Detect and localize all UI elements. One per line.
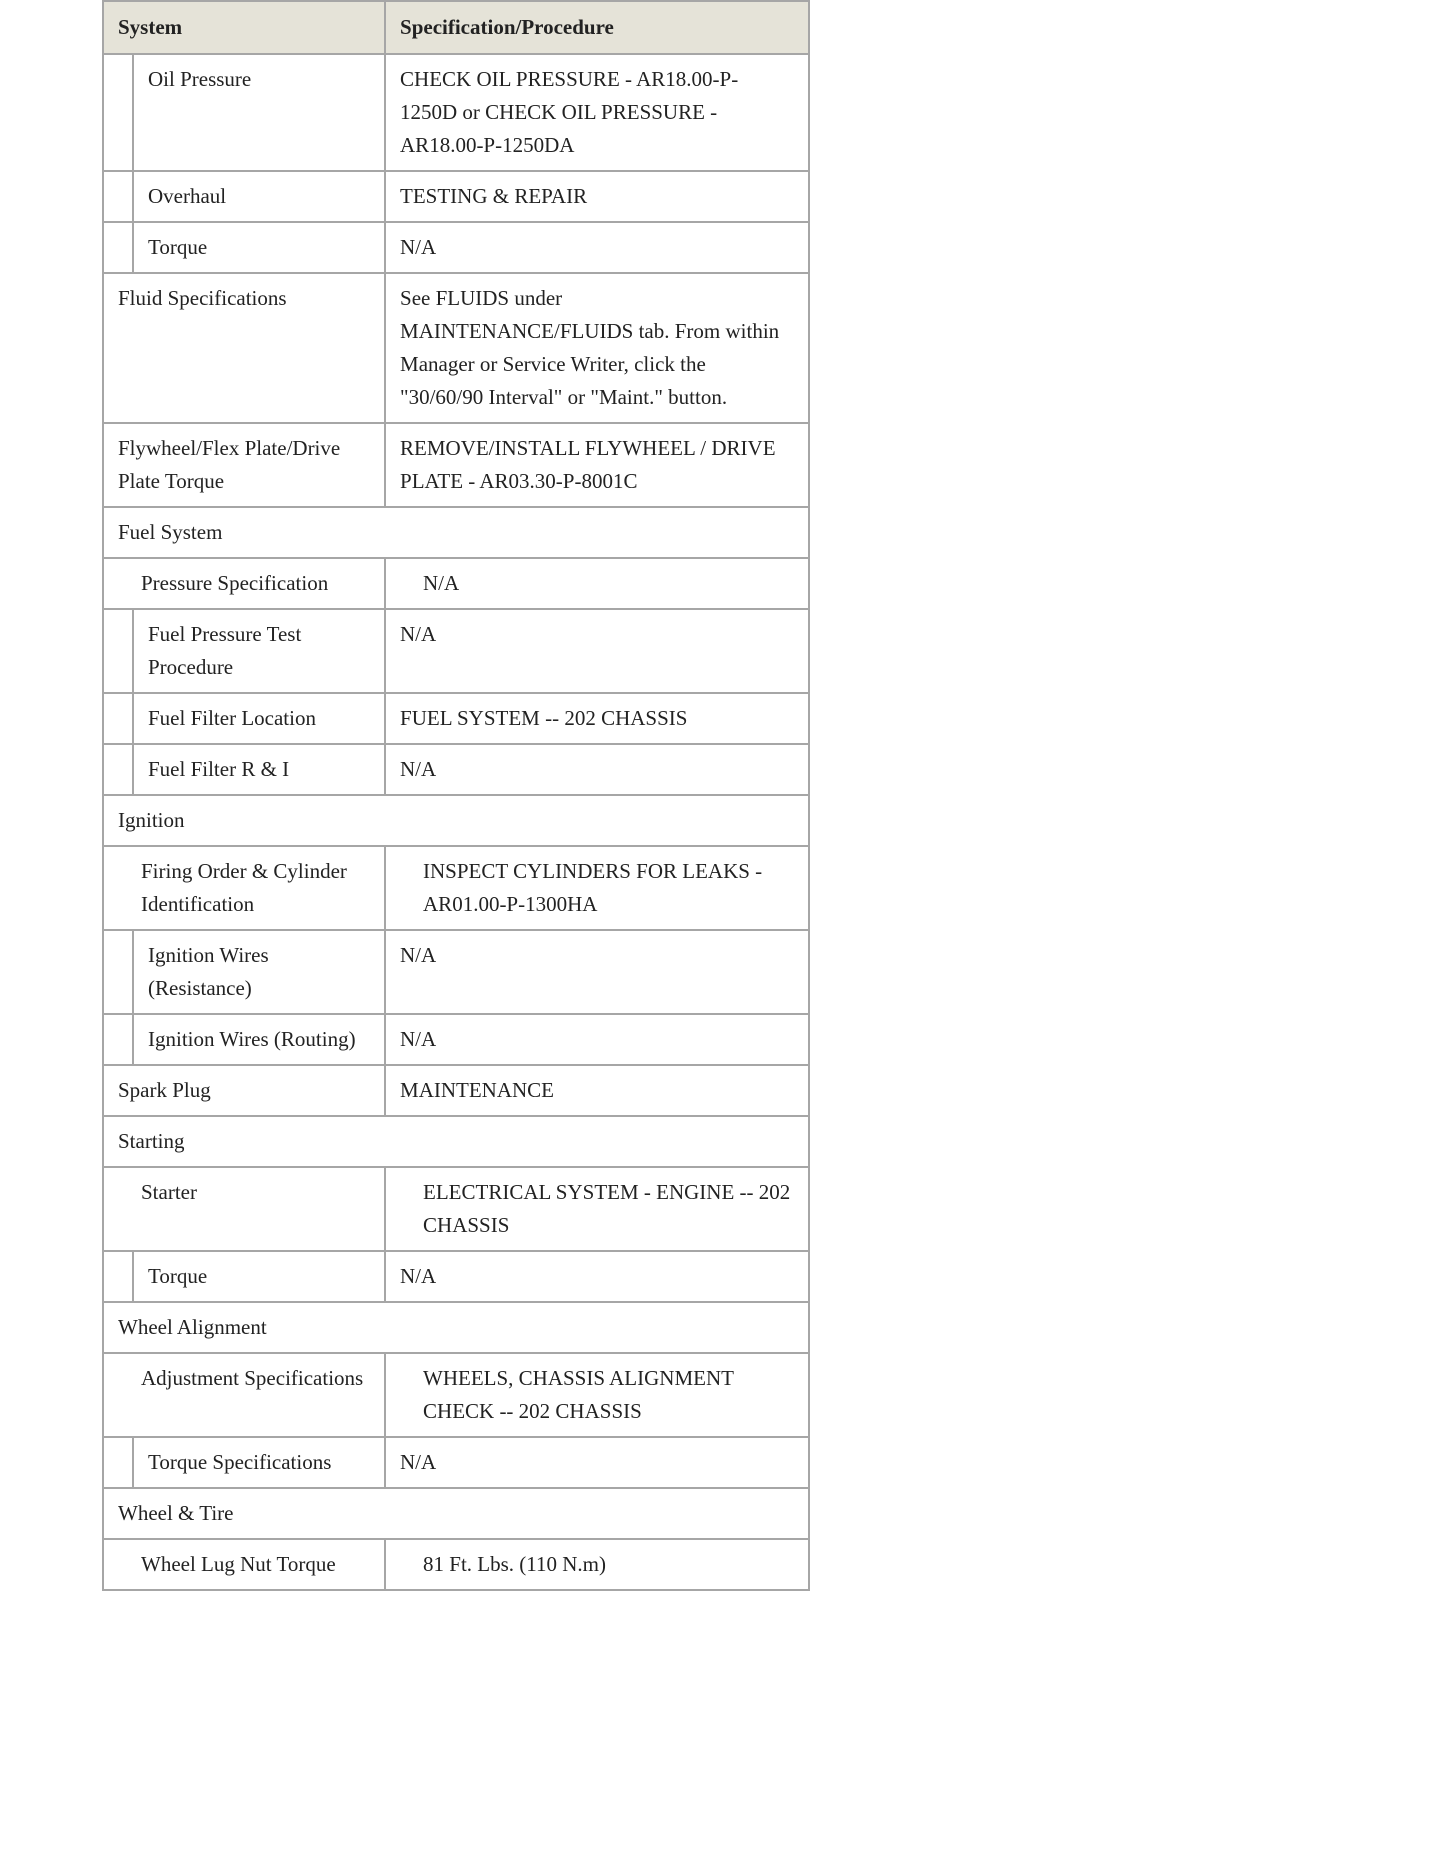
- system-cell: Torque: [133, 1251, 385, 1302]
- indent-cell: [103, 222, 133, 273]
- indent-cell: [103, 609, 133, 693]
- table-row: [103, 609, 809, 693]
- specification-cell: N/A: [385, 1251, 809, 1302]
- specification-cell: N/A: [385, 1437, 809, 1488]
- table-row: [103, 930, 809, 1014]
- system-cell: Ignition Wires (Routing): [133, 1014, 385, 1065]
- system-cell: Torque Specifications: [133, 1437, 385, 1488]
- table-row: [103, 1251, 809, 1302]
- specification-cell: CHECK OIL PRESSURE - AR18.00-P-1250D or CHECK OIL PRESSURE - AR18.00-P-1250DA: [385, 54, 809, 171]
- system-cell: Adjustment Specifications: [103, 1353, 385, 1437]
- section-heading: Ignition: [103, 795, 809, 846]
- section-row-ignition: [103, 795, 809, 846]
- indent-cell: [103, 744, 133, 795]
- table-row: [103, 1014, 809, 1065]
- specification-cell: See FLUIDS under MAINTENANCE/FLUIDS tab. From within Manager or Service Writer, click the "30/60/90 Interval" or "Maint." button.: [385, 273, 809, 423]
- system-cell: Fluid Specifications: [103, 273, 385, 423]
- specification-cell: REMOVE/INSTALL FLYWHEEL / DRIVE PLATE - AR03.30-P-8001C: [385, 423, 809, 507]
- system-cell: Torque: [133, 222, 385, 273]
- system-cell: Wheel Lug Nut Torque: [103, 1539, 385, 1590]
- system-cell: Overhaul: [133, 171, 385, 222]
- table-row: [103, 273, 809, 423]
- spec-table: [102, 0, 810, 1591]
- system-cell: Oil Pressure: [133, 54, 385, 171]
- indent-cell: [103, 54, 133, 171]
- system-cell: Fuel Filter Location: [133, 693, 385, 744]
- table-row: [103, 1437, 809, 1488]
- section-row-wheel-alignment: [103, 1302, 809, 1353]
- table-row: [103, 1353, 809, 1437]
- system-cell: Spark Plug: [103, 1065, 385, 1116]
- indent-cell: [103, 171, 133, 222]
- system-cell: Firing Order & Cylinder Identification: [103, 846, 385, 930]
- table-row: [103, 693, 809, 744]
- table-body: [103, 54, 809, 1590]
- indent-cell: [103, 693, 133, 744]
- table-row: [103, 744, 809, 795]
- table-row: [103, 171, 809, 222]
- indent-cell: [103, 930, 133, 1014]
- specification-cell: N/A: [385, 744, 809, 795]
- section-heading: Wheel Alignment: [103, 1302, 809, 1353]
- system-cell: Pressure Specification: [103, 558, 385, 609]
- section-row-fuel-system: [103, 507, 809, 558]
- section-heading: Fuel System: [103, 507, 809, 558]
- table-row: [103, 1539, 809, 1590]
- indent-cell: [103, 1014, 133, 1065]
- table-row: [103, 1065, 809, 1116]
- specification-cell: FUEL SYSTEM -- 202 CHASSIS: [385, 693, 809, 744]
- table-row: [103, 54, 809, 171]
- system-cell: Flywheel/Flex Plate/Drive Plate Torque: [103, 423, 385, 507]
- table-row: [103, 1167, 809, 1251]
- table-row: [103, 222, 809, 273]
- system-cell: Starter: [103, 1167, 385, 1251]
- table-header-row: [103, 1, 809, 54]
- section-heading: Wheel & Tire: [103, 1488, 809, 1539]
- header-specification: Specification/Procedure: [385, 1, 809, 54]
- specification-cell: 81 Ft. Lbs. (110 N.m): [385, 1539, 809, 1590]
- specification-cell: INSPECT CYLINDERS FOR LEAKS - AR01.00-P-1300HA: [385, 846, 809, 930]
- specification-cell: ELECTRICAL SYSTEM - ENGINE -- 202 CHASSIS: [385, 1167, 809, 1251]
- section-heading: Starting: [103, 1116, 809, 1167]
- specification-cell: TESTING & REPAIR: [385, 171, 809, 222]
- specification-cell: N/A: [385, 609, 809, 693]
- table-row: [103, 846, 809, 930]
- section-row-starting: [103, 1116, 809, 1167]
- system-cell: Fuel Filter R & I: [133, 744, 385, 795]
- section-row-wheel-tire: [103, 1488, 809, 1539]
- table-row: [103, 558, 809, 609]
- specification-cell: N/A: [385, 1014, 809, 1065]
- specification-cell: N/A: [385, 558, 809, 609]
- header-system: System: [103, 1, 385, 54]
- indent-cell: [103, 1251, 133, 1302]
- specification-cell: WHEELS, CHASSIS ALIGNMENT CHECK -- 202 CHASSIS: [385, 1353, 809, 1437]
- table-row: [103, 423, 809, 507]
- specification-cell: N/A: [385, 930, 809, 1014]
- specification-cell: MAINTENANCE: [385, 1065, 809, 1116]
- indent-cell: [103, 1437, 133, 1488]
- system-cell: Fuel Pressure Test Procedure: [133, 609, 385, 693]
- system-cell: Ignition Wires (Resistance): [133, 930, 385, 1014]
- specification-cell: N/A: [385, 222, 809, 273]
